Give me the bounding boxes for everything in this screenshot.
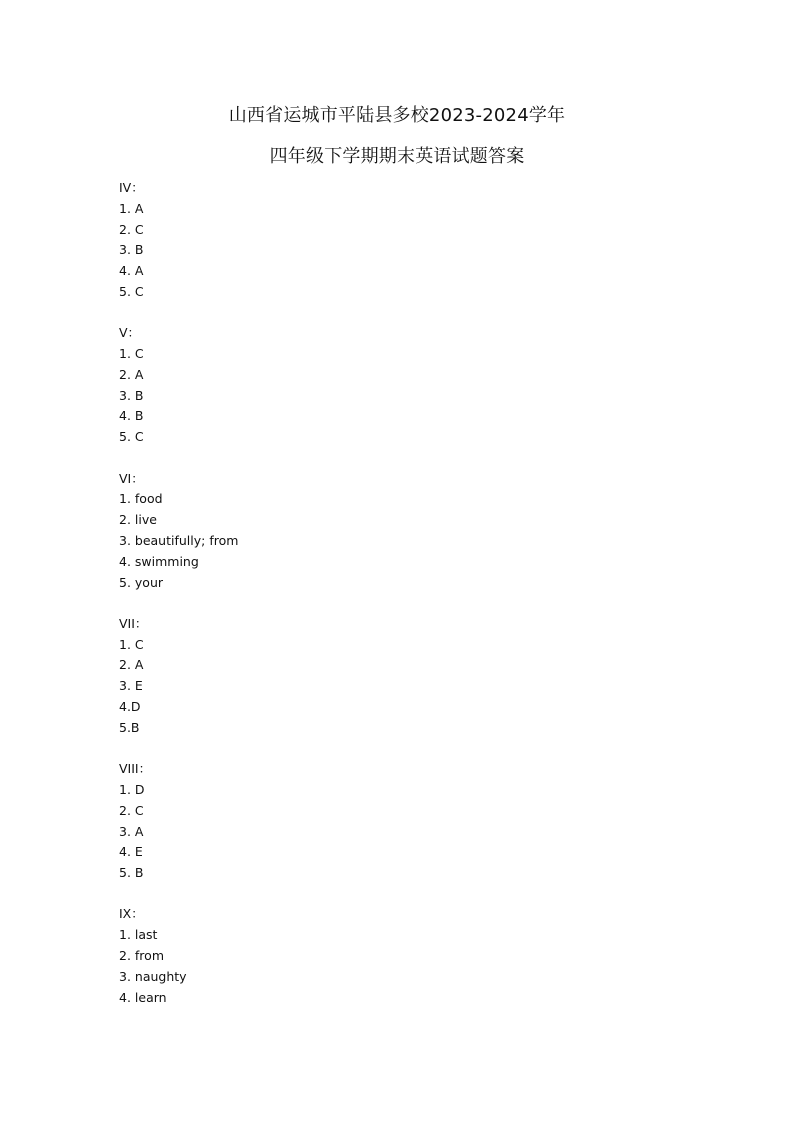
- answer-item: 1. food: [119, 491, 163, 507]
- answer-item: 3. naughty: [119, 968, 187, 984]
- answer-item: 3. B: [119, 242, 144, 258]
- answer-item: 4. A: [119, 263, 144, 279]
- answer-item: 1. D: [119, 781, 145, 797]
- document-title-line-1: 山西省运城市平陆县多校2023-2024学年: [228, 105, 566, 126]
- answer-item: 5. C: [119, 283, 144, 299]
- answer-item: 4. learn: [119, 989, 167, 1005]
- section-iv: [119, 178, 679, 303]
- answer-item: 2. from: [119, 948, 164, 963]
- document-title-line-2: 四年级下学期期末英语试题答案: [269, 146, 525, 167]
- answer-item: 1. last: [119, 927, 158, 943]
- answer-item: 2. live: [119, 512, 157, 528]
- section-heading: IV：: [119, 180, 144, 195]
- answer-item: 2. A: [119, 657, 144, 673]
- section-heading: VII：: [119, 615, 148, 631]
- answer-item: 1. C: [119, 346, 144, 362]
- answer-item: 5. your: [119, 574, 164, 590]
- answer-item: 2. C: [119, 802, 144, 818]
- answer-item: 2. A: [119, 366, 144, 382]
- answer-item: 5.B: [119, 719, 140, 735]
- answer-item: 3. B: [119, 387, 144, 403]
- answer-item: 4. B: [119, 408, 144, 424]
- section-heading: V：: [119, 325, 141, 341]
- answer-item: 3. E: [119, 678, 143, 694]
- answer-list: [119, 178, 679, 1029]
- section-ix: [119, 904, 679, 1008]
- answer-item: 1. A: [119, 200, 144, 216]
- section-heading: IX：: [119, 906, 144, 922]
- section-heading: VI：: [119, 470, 144, 486]
- answer-item: 2. C: [119, 221, 144, 237]
- answer-item: 1. C: [119, 636, 144, 652]
- answer-item: 3. A: [119, 823, 144, 839]
- section-heading: VIII：: [119, 761, 152, 777]
- answer-item: 5. B: [119, 865, 144, 881]
- answer-item: 4. E: [119, 844, 143, 860]
- section-viii: [119, 759, 679, 884]
- answer-item: 3. beautifully; from: [119, 532, 239, 548]
- answer-item: 4.D: [119, 699, 141, 715]
- section-v: [119, 323, 679, 448]
- section-vii: [119, 614, 679, 739]
- answer-item: 5. C: [119, 429, 144, 445]
- answer-item: 4. swimming: [119, 553, 199, 569]
- section-vi: [119, 469, 679, 594]
